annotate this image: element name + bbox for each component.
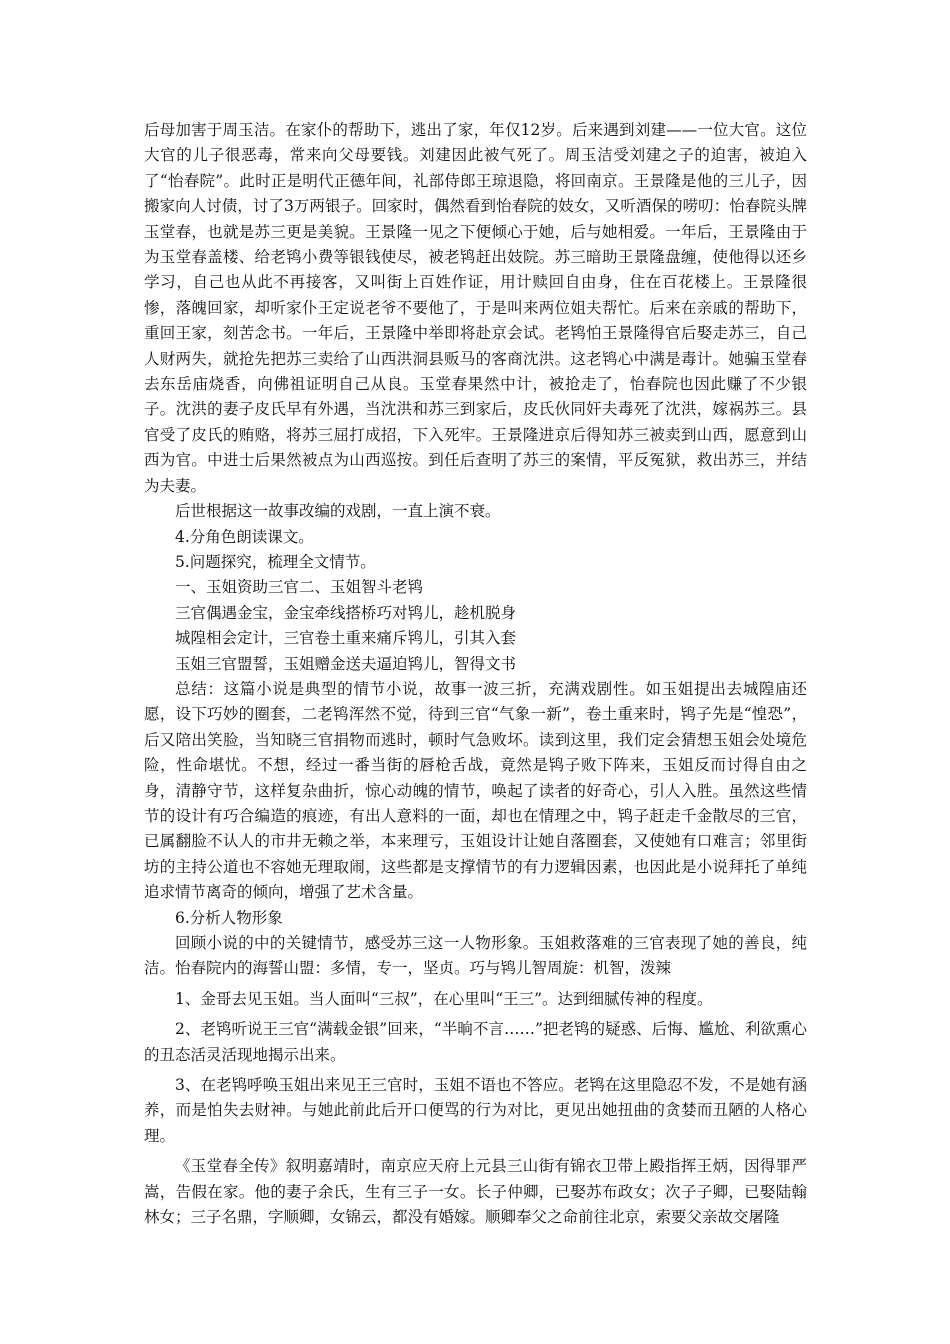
plot-outline-line-3: 玉姐三官盟誓，玉姐赠金送夫逼迫鸨儿，智得文书 bbox=[175, 654, 517, 673]
heading-plot-inquiry: 5.问题探究，梳理全文情节。 bbox=[175, 552, 376, 571]
document-page bbox=[144, 118, 807, 1230]
heading-character-analysis: 6.分析人物形象 bbox=[175, 908, 283, 927]
plot-outline-line-2: 城隍相会定计，三官卷土重来痛斥鸨儿，引其入套 bbox=[175, 629, 517, 648]
paragraph-summary: 总结：这篇小说是典型的情节小说，故事一波三折，充满戏剧性。如玉姐提出去城隍庙还愿，设下巧妙的圈套，二老鸨浑然不觉，待到三官“气象一新”，卷土重来时，鸨子先是“惶恐”，后又陪出笑脸，当知晓三官捐物而逃时，顿时气急败坏。读到这里，我们定会猜想玉姐会处境危险，性命堪忧。不想，经过一番当街的唇枪舌战，竟然是鸨子败下阵来，玉姐反而讨得自由之身，清静守节，这样复杂曲折，惊心动魄的情节，唤起了读者的好奇心，引人入胜。虽然这些情节的设计有巧合编造的痕迹，有出人意料的一面，却也在情理之中，鸨子赶走千金散尽的三官，已属翻脸不认人的市井无赖之举，本来理亏，玉姐设计让她自落圈套，又使她有口难言；邻里街坊的主持公道也不容她无理取闹，这些都是支撑情节的有力逻辑因素，也因此是小说拜托了单纯追求情节离奇的倾向，增强了艺术含量。 bbox=[144, 679, 807, 902]
paragraph-full-story-intro: 《玉堂春全传》叙明嘉靖时，南京应天府上元县三山街有锦衣卫带上殿指挥王炳，因得罪严嵩，告假在家。他的妻子余氏，生有三子一女。长子仲卿，已娶苏布政女；次子子卿，已娶陆翰林女；三子名鼎，字顺卿，女锦云，都没有婚嫁。顺卿奉父之命前往北京，索要父亲故交屠隆 bbox=[144, 1157, 807, 1227]
plot-outline-line-1: 三官偶遇金宝，金宝牵线搭桥巧对鸨儿，趁机脱身 bbox=[175, 603, 517, 622]
paragraph-point-2: 2、老鸨听说王三官“满载金银”回来，“半晌不言……”把老鸨的疑惑、后悔、尴尬、利欲熏心的丑态活灵活现地揭示出来。 bbox=[144, 1020, 807, 1064]
paragraph-story-summary: 后母加害于周玉洁。在家仆的帮助下，逃出了家，年仅12岁。后来遇到刘建——一位大官。这位大官的儿子很恶毒，常来向父母要钱。刘建因此被气死了。周玉洁受刘建之子的迫害，被迫入了“怡春院”。此时正是明代正德年间，礼部侍郎王琼退隐，将回南京。王景隆是他的三儿子，因搬家向人讨债，讨了3万两银子。回家时，偶然看到怡春院的妓女，又听酒保的唠叨：怡春院头牌玉堂春，也就是苏三更是美貌。王景隆一见之下便倾心于她，后与她相爱。一年后，王景隆由于为玉堂春盖楼、给老鸨小费等银钱使尽，被老鸨赶出妓院。苏三暗助王景隆盘缠，使他得以还乡学习，自己也从此不再接客，又叫街上百姓作证，用计赎回自由身，住在百花楼上。王景隆很惨，落魄回家，却听家仆王定说老爷不要他了，于是叫来两位姐夫帮忙。后来在亲戚的帮助下，重回王家，刻苦念书。一年后，王景隆中举即将赴京会试。老鸨怕王景隆得官后娶走苏三，自己人财两失，就抢先把苏三卖给了山西洪洞县贩马的客商沈洪。这老鸨心中满是毒计。她骗玉堂春去东岳庙烧香，向佛祖证明自己从良。玉堂春果然中计，被抢走了，怡春院也因此赚了不少银子。沈洪的妻子皮氏早有外遇，当沈洪和苏三到家后，皮氏伙同奸夫毒死了沈洪，嫁祸苏三。县官受了皮氏的贿赂，将苏三屈打成招，下入死牢。王景隆进京后得知苏三被卖到山西，愿意到山西为官。中进士后果然被点为山西巡按。到任后查明了苏三的案情，平反冤狱，救出苏三，并结为夫妻。 bbox=[144, 121, 807, 495]
plot-outline-title: 一、玉姐资助三官二、玉姐智斗老鸨 bbox=[175, 578, 424, 597]
paragraph-character-review: 回顾小说的中的关键情节，感受苏三这一人物形象。玉姐救落难的三官表现了她的善良，纯洁。怡春院内的海誓山盟：多情，专一，坚贞。巧与鸨儿智周旋：机智，泼辣 bbox=[144, 934, 807, 978]
paragraph-point-3: 3、在老鸨呼唤玉姐出来见王三官时，玉姐不语也不答应。老鸨在这里隐忍不发，不是她有涵养，而是怕失去财神。与她此前此后开口便骂的行为对比，更见出她扭曲的贪婪而丑陋的人格心理。 bbox=[144, 1076, 807, 1145]
paragraph-drama-note: 后世根据这一故事改编的戏剧，一直上演不衰。 bbox=[175, 502, 501, 521]
heading-role-reading: 4.分角色朗读课文。 bbox=[175, 527, 314, 546]
paragraph-point-1: 1、金哥去见玉姐。当人面叫“三叔”，在心里叫“王三”。达到细腻传神的程度。 bbox=[175, 989, 713, 1008]
